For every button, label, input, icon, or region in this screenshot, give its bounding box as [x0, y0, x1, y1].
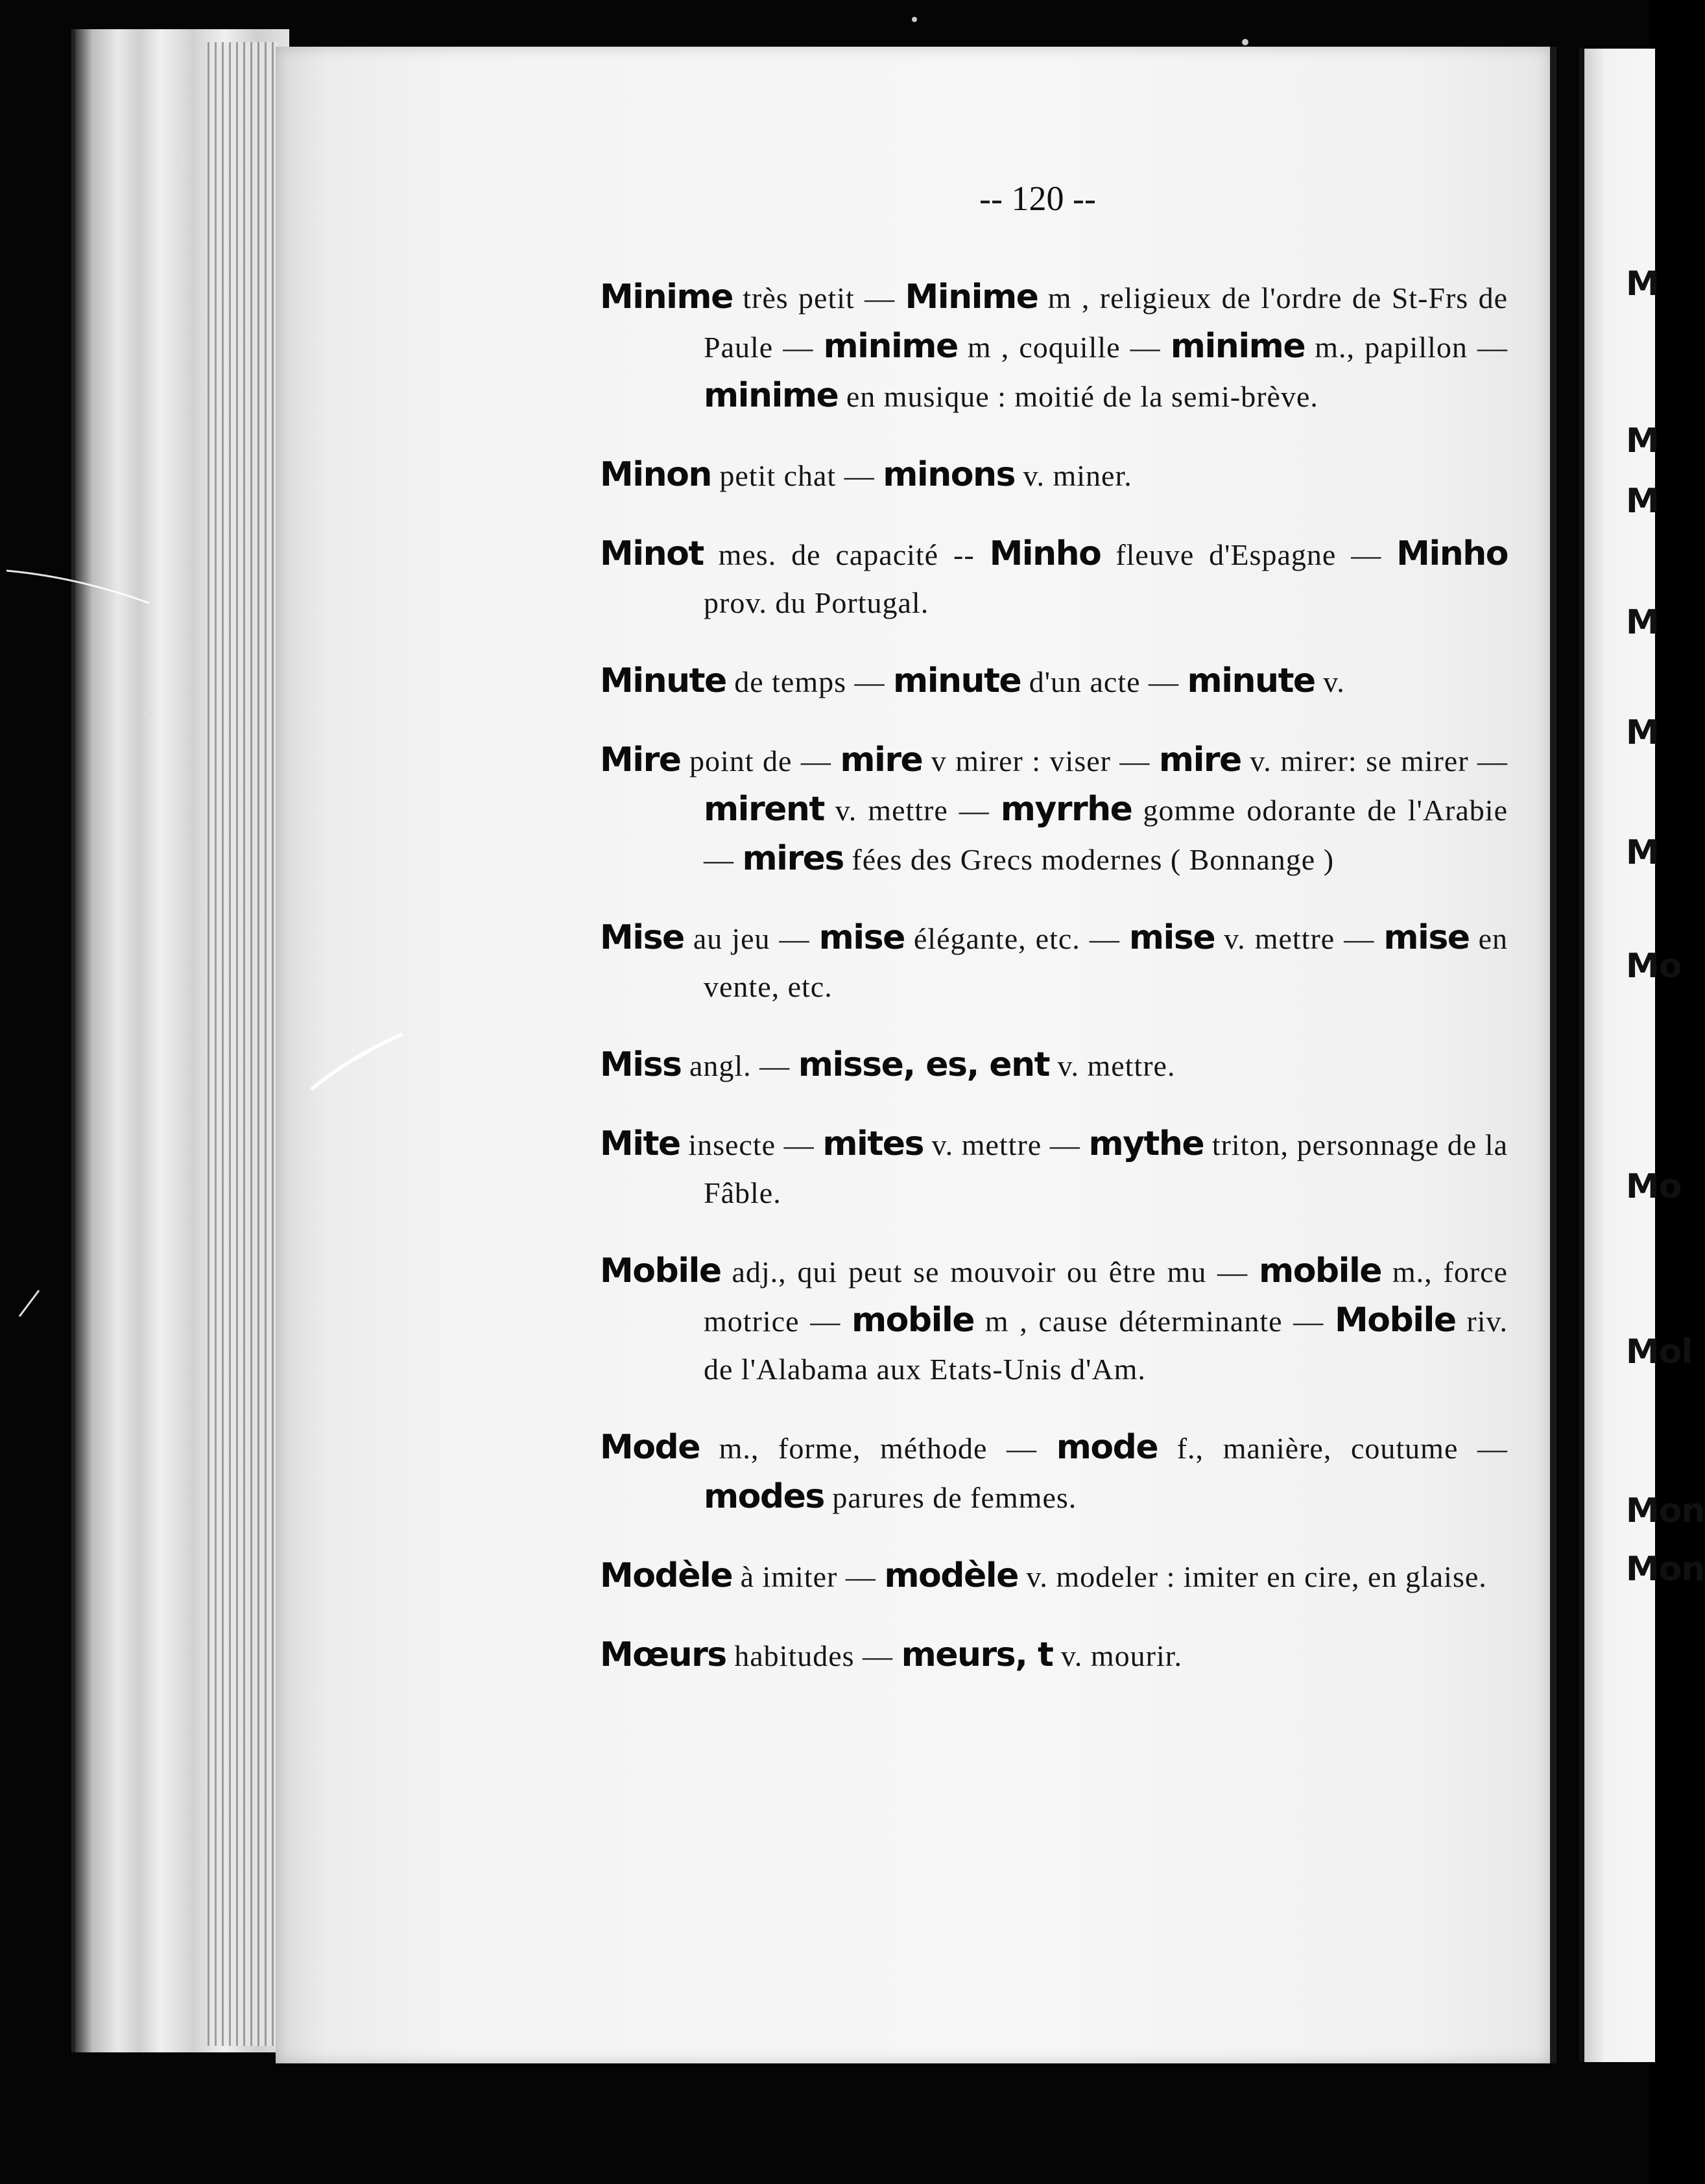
entry-definition: à imiter — [732, 1560, 885, 1593]
dictionary-entry [600, 1552, 1508, 1601]
entry-headword: Mise [600, 918, 684, 957]
entry-headword: myrrhe [1000, 790, 1132, 829]
dictionary-entry [600, 530, 1508, 627]
gutter-shadow [1550, 47, 1556, 2063]
entry-headword: mise [1128, 918, 1215, 957]
dictionary-entry [600, 1423, 1508, 1522]
entry-definition: au jeu — [684, 922, 819, 955]
entry-definition: v. mourir. [1053, 1639, 1183, 1672]
entry-definition: élégante, etc. — [904, 922, 1129, 955]
entry-definition: insecte — [680, 1128, 823, 1161]
entry-headword: mites [822, 1124, 924, 1163]
entry-definition: gomme odorante de l'Arabie — [704, 794, 1508, 876]
entry-headword: mobile [851, 1301, 975, 1340]
entry-definition: très petit — [732, 281, 905, 315]
entry-headword: Minime [905, 278, 1038, 316]
entry-definition: fées des Grecs modernes ( Bonnange ) [843, 843, 1335, 876]
entry-headword: minime [704, 376, 839, 415]
entry-headword: Mite [600, 1124, 680, 1163]
entry-definition: v. mettre — [923, 1128, 1089, 1161]
dictionary-entry [600, 1631, 1508, 1680]
entry-definition: mes. de capacité -- [703, 538, 990, 571]
entry-definition: d'un acte — [1021, 665, 1187, 698]
entry-headword: Mode [600, 1428, 700, 1467]
entry-definition: m., forme, méthode — [699, 1432, 1056, 1465]
entry-headword: modèle [884, 1556, 1018, 1595]
entry-headword: Modèle [600, 1556, 733, 1595]
facing-page [1579, 49, 1655, 2062]
entry-definition: angl. — [681, 1049, 798, 1082]
entry-definition: de temps — [726, 665, 894, 698]
entry-definition: point de — [680, 744, 841, 777]
facing-page-fragment: Mo [1626, 1167, 1682, 1206]
facing-page-fragment: Mo [1626, 947, 1682, 986]
entry-definition: riv. de l'Alabama aux Etats-Unis d'Am. [704, 1305, 1508, 1386]
dictionary-entry [600, 273, 1508, 421]
entry-definition: m , cause déterminante — [974, 1305, 1335, 1338]
entry-headword: minons [883, 455, 1015, 494]
entry-definition: en vente, etc. [704, 922, 1508, 1003]
facing-page-fragment: Mon [1626, 1550, 1705, 1589]
entry-definition: m , religieux de l'ordre de St-Frs de Paule — [704, 281, 1508, 364]
entry-headword: Mire [600, 741, 681, 779]
page-number: -- 120 -- [979, 179, 1096, 218]
entry-definition: f., manière, coutume — [1158, 1432, 1508, 1465]
entry-definition: v. miner. [1014, 459, 1132, 492]
dictionary-entry [600, 1041, 1508, 1090]
entry-headword: mise [1383, 918, 1470, 957]
entry-headword: Minho [1396, 534, 1508, 573]
entry-headword: Minon [600, 455, 711, 494]
entry-definition: v. modeler : imiter en cire, en glaise. [1018, 1560, 1487, 1593]
stacked-page-lines [208, 42, 279, 2046]
entry-headword: minute [1187, 661, 1315, 700]
entry-headword: mode [1056, 1428, 1158, 1467]
entry-definition: fleuve d'Espagne — [1101, 538, 1397, 571]
entry-headword: Mobile [600, 1252, 721, 1290]
entry-headword: mobile [1259, 1252, 1382, 1290]
entry-headword: Minute [600, 661, 726, 700]
entry-headword: Minho [989, 534, 1101, 573]
entry-definition: petit chat — [711, 459, 883, 492]
entry-headword: Mobile [1335, 1301, 1456, 1340]
facing-page-fragment: M [1626, 833, 1659, 872]
entry-definition: en musique : moitié de la semi-brève. [838, 380, 1318, 413]
entry-definition: prov. du Portugal. [704, 586, 929, 619]
entry-headword: Mœurs [600, 1635, 726, 1674]
entry-definition: adj., qui peut se mouvoir ou être mu — [721, 1255, 1259, 1288]
dictionary-entry [600, 914, 1508, 1011]
entry-headword: modes [704, 1477, 824, 1516]
entry-definition: v. mettre — [1215, 922, 1384, 955]
facing-page-fragment: Mol [1626, 1333, 1693, 1371]
entry-headword: Minime [600, 278, 733, 316]
facing-page-fragment: M [1626, 603, 1659, 642]
facing-page-fragment: M [1626, 265, 1659, 303]
entry-definition: v. mettre. [1049, 1049, 1176, 1082]
entry-definition: v. mettre — [824, 794, 1001, 827]
entry-headword: mise [818, 918, 905, 957]
entry-definition: m , coquille — [957, 331, 1171, 364]
facing-page-fragment: M [1626, 421, 1659, 460]
entry-headword: misse, es, ent [798, 1045, 1049, 1084]
dictionary-entries [600, 243, 1508, 1702]
dictionary-entry [600, 1120, 1508, 1217]
entry-headword: mire [840, 741, 923, 779]
entry-headword: mire [1158, 741, 1241, 779]
entry-definition: triton, personnage de la Fâble. [704, 1128, 1508, 1209]
entry-headword: mires [742, 839, 844, 878]
dictionary-entry [600, 657, 1508, 706]
entry-headword: minime [823, 327, 958, 366]
facing-page-fragment: Mon [1626, 1491, 1705, 1530]
entry-definition: m., force motrice — [704, 1255, 1508, 1338]
entry-definition: v mirer : viser — [922, 744, 1159, 777]
entry-headword: mirent [704, 790, 824, 829]
entry-definition: v. mirer: se mirer — [1241, 744, 1508, 777]
dictionary-entry [600, 451, 1508, 500]
entry-headword: minute [893, 661, 1021, 700]
facing-page-fragment: M [1626, 482, 1659, 521]
entry-definition: m., papillon — [1305, 331, 1508, 364]
entry-headword: Minot [600, 534, 704, 573]
entry-headword: mythe [1088, 1124, 1204, 1163]
entry-definition: habitudes — [726, 1639, 901, 1672]
entry-definition: parures de femmes. [824, 1481, 1077, 1514]
dictionary-entry [600, 1247, 1508, 1394]
dictionary-entry [600, 736, 1508, 884]
facing-page-fragment: M [1626, 713, 1659, 752]
entry-headword: Miss [600, 1045, 682, 1084]
entry-headword: meurs, t [901, 1635, 1053, 1674]
entry-definition: v. [1315, 665, 1345, 698]
entry-headword: minime [1170, 327, 1306, 366]
